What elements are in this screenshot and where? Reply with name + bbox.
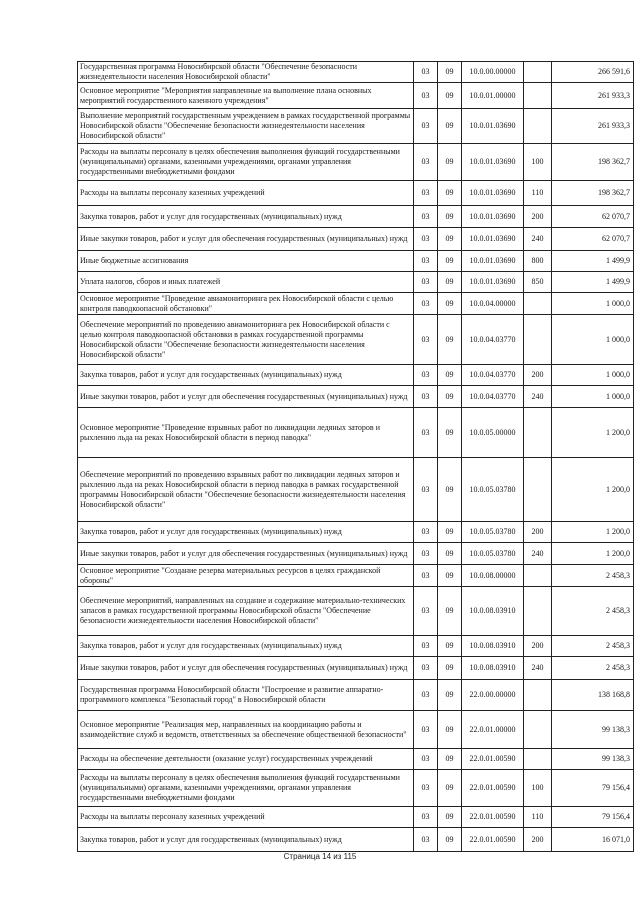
row-section-code: 03 (414, 636, 438, 657)
row-expense-type-code (524, 458, 552, 522)
table-row (78, 657, 634, 680)
table-row (78, 807, 634, 828)
table-row (78, 83, 634, 109)
budget-table (77, 61, 634, 852)
row-name: Выполнение мероприятий государственным учреждением в рамках государственной программы Новосибирской области "Обеспечение безопасности жизнедеятельности населения Новосибирской области" (78, 109, 414, 144)
row-amount: 198 362,7 (552, 181, 634, 206)
row-subsection-code: 09 (438, 657, 462, 680)
table-row (78, 206, 634, 228)
row-amount: 1 499,9 (552, 251, 634, 272)
row-amount: 1 200,0 (552, 458, 634, 522)
row-target-article-code: 22.0.01.00590 (462, 770, 524, 807)
row-subsection-code: 09 (438, 293, 462, 315)
table-row (78, 680, 634, 711)
row-section-code: 03 (414, 251, 438, 272)
row-expense-type-code: 200 (524, 636, 552, 657)
row-expense-type-code (524, 315, 552, 365)
row-name: Расходы на выплаты персоналу в целях обеспечения выполнения функций государственными (муниципальными) органами, казенными учреждениями, органами управления государственными внебюджетными фондами (78, 770, 414, 807)
row-amount: 1 000,0 (552, 293, 634, 315)
row-subsection-code: 09 (438, 711, 462, 749)
row-expense-type-code: 200 (524, 365, 552, 386)
row-expense-type-code: 800 (524, 251, 552, 272)
row-amount: 2 458,3 (552, 636, 634, 657)
row-expense-type-code (524, 587, 552, 636)
row-target-article-code: 10.0.04.03770 (462, 386, 524, 408)
row-amount: 99 138,3 (552, 711, 634, 749)
row-expense-type-code: 200 (524, 828, 552, 852)
row-target-article-code: 10.0.05.03780 (462, 522, 524, 543)
row-section-code: 03 (414, 587, 438, 636)
row-target-article-code: 10.0.01.03690 (462, 109, 524, 144)
row-subsection-code: 09 (438, 543, 462, 565)
row-section-code: 03 (414, 458, 438, 522)
row-section-code: 03 (414, 365, 438, 386)
row-subsection-code: 09 (438, 680, 462, 711)
row-target-article-code: 10.0.04.03770 (462, 315, 524, 365)
row-subsection-code: 09 (438, 587, 462, 636)
row-expense-type-code (524, 565, 552, 587)
row-target-article-code: 10.0.05.00000 (462, 408, 524, 458)
row-name: Расходы на выплаты персоналу казенных учреждений (78, 807, 414, 828)
row-target-article-code: 22.0.01.00590 (462, 807, 524, 828)
table-row (78, 228, 634, 251)
row-name: Иные закупки товаров, работ и услуг для обеспечения государственных (муниципальных) нужд (78, 228, 414, 251)
row-amount: 1 000,0 (552, 365, 634, 386)
row-name: Иные бюджетные ассигнования (78, 251, 414, 272)
row-target-article-code: 10.0.01.03690 (462, 181, 524, 206)
row-name: Основное мероприятие "Проведение авиамониторинга рек Новосибирской области с целью контроля паводкоопасной обстановки" (78, 293, 414, 315)
row-subsection-code: 09 (438, 228, 462, 251)
row-amount: 99 138,3 (552, 749, 634, 770)
row-section-code: 03 (414, 770, 438, 807)
row-amount: 1 499,9 (552, 272, 634, 293)
row-amount: 1 200,0 (552, 522, 634, 543)
row-target-article-code: 10.0.04.00000 (462, 293, 524, 315)
row-expense-type-code: 240 (524, 228, 552, 251)
table-row (78, 458, 634, 522)
row-amount: 62 070,7 (552, 228, 634, 251)
table-row (78, 522, 634, 543)
row-expense-type-code: 240 (524, 657, 552, 680)
row-name: Иные закупки товаров, работ и услуг для обеспечения государственных (муниципальных) нужд (78, 386, 414, 408)
row-expense-type-code (524, 408, 552, 458)
row-name: Иные закупки товаров, работ и услуг для обеспечения государственных (муниципальных) нужд (78, 543, 414, 565)
row-name: Уплата налогов, сборов и иных платежей (78, 272, 414, 293)
row-section-code: 03 (414, 228, 438, 251)
row-expense-type-code: 240 (524, 543, 552, 565)
row-expense-type-code (524, 62, 552, 83)
row-amount: 2 458,3 (552, 565, 634, 587)
row-expense-type-code: 850 (524, 272, 552, 293)
row-amount: 138 168,8 (552, 680, 634, 711)
row-amount: 1 200,0 (552, 543, 634, 565)
row-name: Государственная программа Новосибирской области "Обеспечение безопасности жизнедеятельности населения Новосибирской области" (78, 62, 414, 83)
row-name: Обеспечение мероприятий по проведению авиамониторинга рек Новосибирской области с целью контроля паводкоопасной обстановки в рамках государственной программы Новосибирской области "Обеспечение безопасности жизнедеятельности населения Новосибирской области" (78, 315, 414, 365)
row-subsection-code: 09 (438, 636, 462, 657)
row-target-article-code: 10.0.01.03690 (462, 228, 524, 251)
row-amount: 1 000,0 (552, 315, 634, 365)
row-expense-type-code: 110 (524, 181, 552, 206)
row-section-code: 03 (414, 711, 438, 749)
row-subsection-code: 09 (438, 770, 462, 807)
row-subsection-code: 09 (438, 109, 462, 144)
row-expense-type-code: 110 (524, 807, 552, 828)
row-target-article-code: 10.0.05.03780 (462, 458, 524, 522)
row-name: Основное мероприятие "Мероприятия направленные на выполнение плана основных мероприятий государственного казенного учреждения" (78, 83, 414, 109)
row-subsection-code: 09 (438, 828, 462, 852)
row-subsection-code: 09 (438, 272, 462, 293)
row-target-article-code: 10.0.01.03690 (462, 144, 524, 181)
row-expense-type-code (524, 680, 552, 711)
row-amount: 266 591,6 (552, 62, 634, 83)
row-target-article-code: 10.0.08.03910 (462, 587, 524, 636)
row-section-code: 03 (414, 62, 438, 83)
table-row (78, 251, 634, 272)
row-section-code: 03 (414, 181, 438, 206)
row-target-article-code: 10.0.01.03690 (462, 251, 524, 272)
row-subsection-code: 09 (438, 565, 462, 587)
row-section-code: 03 (414, 206, 438, 228)
row-name: Государственная программа Новосибирской области "Построение и развитие аппаратно-программного комплекса "Безопасный город" в Новосибирской области (78, 680, 414, 711)
page-number: Страница 14 из 115 (283, 852, 357, 861)
row-section-code: 03 (414, 807, 438, 828)
row-target-article-code: 10.0.01.00000 (462, 83, 524, 109)
row-section-code: 03 (414, 680, 438, 711)
row-target-article-code: 10.0.08.03910 (462, 636, 524, 657)
row-target-article-code: 10.0.00.00000 (462, 62, 524, 83)
row-subsection-code: 09 (438, 386, 462, 408)
table-row (78, 62, 634, 83)
row-section-code: 03 (414, 749, 438, 770)
table-row (78, 711, 634, 749)
row-amount: 16 071,0 (552, 828, 634, 852)
row-section-code: 03 (414, 386, 438, 408)
table-row (78, 749, 634, 770)
row-name: Основное мероприятие "Проведение взрывных работ по ликвидации ледяных заторов и рыхлению льда на реках Новосибирской области в период паводка" (78, 408, 414, 458)
row-name: Расходы на выплаты персоналу казенных учреждений (78, 181, 414, 206)
row-subsection-code: 09 (438, 522, 462, 543)
row-subsection-code: 09 (438, 315, 462, 365)
row-subsection-code: 09 (438, 408, 462, 458)
row-name: Обеспечение мероприятий по проведению взрывных работ по ликвидации ледяных заторов и рыхлению льда на реках Новосибирской области в период паводка в рамках государственной программы Новосибирской области "Обеспечение безопасности жизнедеятельности населения Новосибирской области" (78, 458, 414, 522)
row-section-code: 03 (414, 543, 438, 565)
row-target-article-code: 10.0.05.03780 (462, 543, 524, 565)
table-row (78, 543, 634, 565)
row-name: Расходы на обеспечение деятельности (оказание услуг) государственных учреждений (78, 749, 414, 770)
row-target-article-code: 10.0.08.00000 (462, 565, 524, 587)
table-row (78, 144, 634, 181)
table-row (78, 365, 634, 386)
table-body (78, 62, 634, 852)
row-name: Закупка товаров, работ и услуг для государственных (муниципальных) нужд (78, 828, 414, 852)
row-expense-type-code (524, 711, 552, 749)
row-subsection-code: 09 (438, 251, 462, 272)
table-row (78, 293, 634, 315)
row-section-code: 03 (414, 828, 438, 852)
row-name: Закупка товаров, работ и услуг для государственных (муниципальных) нужд (78, 522, 414, 543)
row-subsection-code: 09 (438, 181, 462, 206)
row-expense-type-code (524, 749, 552, 770)
row-amount: 2 458,3 (552, 587, 634, 636)
row-target-article-code: 22.0.00.00000 (462, 680, 524, 711)
table-row (78, 315, 634, 365)
row-target-article-code: 22.0.01.00590 (462, 749, 524, 770)
row-expense-type-code: 240 (524, 386, 552, 408)
row-target-article-code: 10.0.01.03690 (462, 206, 524, 228)
row-subsection-code: 09 (438, 83, 462, 109)
row-amount: 261 933,3 (552, 83, 634, 109)
row-section-code: 03 (414, 565, 438, 587)
row-expense-type-code (524, 83, 552, 109)
row-subsection-code: 09 (438, 807, 462, 828)
row-section-code: 03 (414, 144, 438, 181)
table-row (78, 272, 634, 293)
row-amount: 261 933,3 (552, 109, 634, 144)
table-row (78, 109, 634, 144)
row-target-article-code: 10.0.04.03770 (462, 365, 524, 386)
row-subsection-code: 09 (438, 206, 462, 228)
row-target-article-code: 22.0.01.00590 (462, 828, 524, 852)
row-section-code: 03 (414, 293, 438, 315)
row-section-code: 03 (414, 657, 438, 680)
table-row (78, 408, 634, 458)
row-target-article-code: 22.0.01.00000 (462, 711, 524, 749)
row-name: Иные закупки товаров, работ и услуг для обеспечения государственных (муниципальных) нужд (78, 657, 414, 680)
table-row (78, 565, 634, 587)
row-amount: 2 458,3 (552, 657, 634, 680)
row-subsection-code: 09 (438, 144, 462, 181)
row-name: Расходы на выплаты персоналу в целях обеспечения выполнения функций государственными (муниципальными) органами, казенными учреждениями, органами управления государственными внебюджетными фондами (78, 144, 414, 181)
row-subsection-code: 09 (438, 62, 462, 83)
row-name: Закупка товаров, работ и услуг для государственных (муниципальных) нужд (78, 636, 414, 657)
row-expense-type-code (524, 293, 552, 315)
row-expense-type-code: 100 (524, 144, 552, 181)
row-subsection-code: 09 (438, 458, 462, 522)
row-name: Основное мероприятие "Создание резерва материальных ресурсов в целях гражданской обороны" (78, 565, 414, 587)
row-amount: 79 156,4 (552, 770, 634, 807)
row-subsection-code: 09 (438, 749, 462, 770)
row-expense-type-code: 100 (524, 770, 552, 807)
row-expense-type-code: 200 (524, 522, 552, 543)
row-target-article-code: 10.0.01.03690 (462, 272, 524, 293)
row-section-code: 03 (414, 408, 438, 458)
table-row (78, 828, 634, 852)
row-name: Обеспечение мероприятий, направленных на создание и содержание материально-технических запасов в рамках государственной программы Новосибирской области "Обеспечение безопасности жизнедеятельности населения Новосибирской области" (78, 587, 414, 636)
table-row (78, 636, 634, 657)
row-name: Закупка товаров, работ и услуг для государственных (муниципальных) нужд (78, 206, 414, 228)
row-name: Основное мероприятие "Реализация мер, направленных на координацию работы и взаимодействие служб и ведомств, ответственных за обеспечение общественной безопасности" (78, 711, 414, 749)
row-section-code: 03 (414, 522, 438, 543)
row-name: Закупка товаров, работ и услуг для государственных (муниципальных) нужд (78, 365, 414, 386)
row-amount: 62 070,7 (552, 206, 634, 228)
row-amount: 198 362,7 (552, 144, 634, 181)
row-amount: 79 156,4 (552, 807, 634, 828)
row-amount: 1 200,0 (552, 408, 634, 458)
row-expense-type-code (524, 109, 552, 144)
row-section-code: 03 (414, 272, 438, 293)
table-row (78, 770, 634, 807)
table-row (78, 386, 634, 408)
row-section-code: 03 (414, 315, 438, 365)
row-target-article-code: 10.0.08.03910 (462, 657, 524, 680)
row-subsection-code: 09 (438, 365, 462, 386)
row-amount: 1 000,0 (552, 386, 634, 408)
table-row (78, 587, 634, 636)
table-row (78, 181, 634, 206)
row-section-code: 03 (414, 109, 438, 144)
row-section-code: 03 (414, 83, 438, 109)
row-expense-type-code: 200 (524, 206, 552, 228)
